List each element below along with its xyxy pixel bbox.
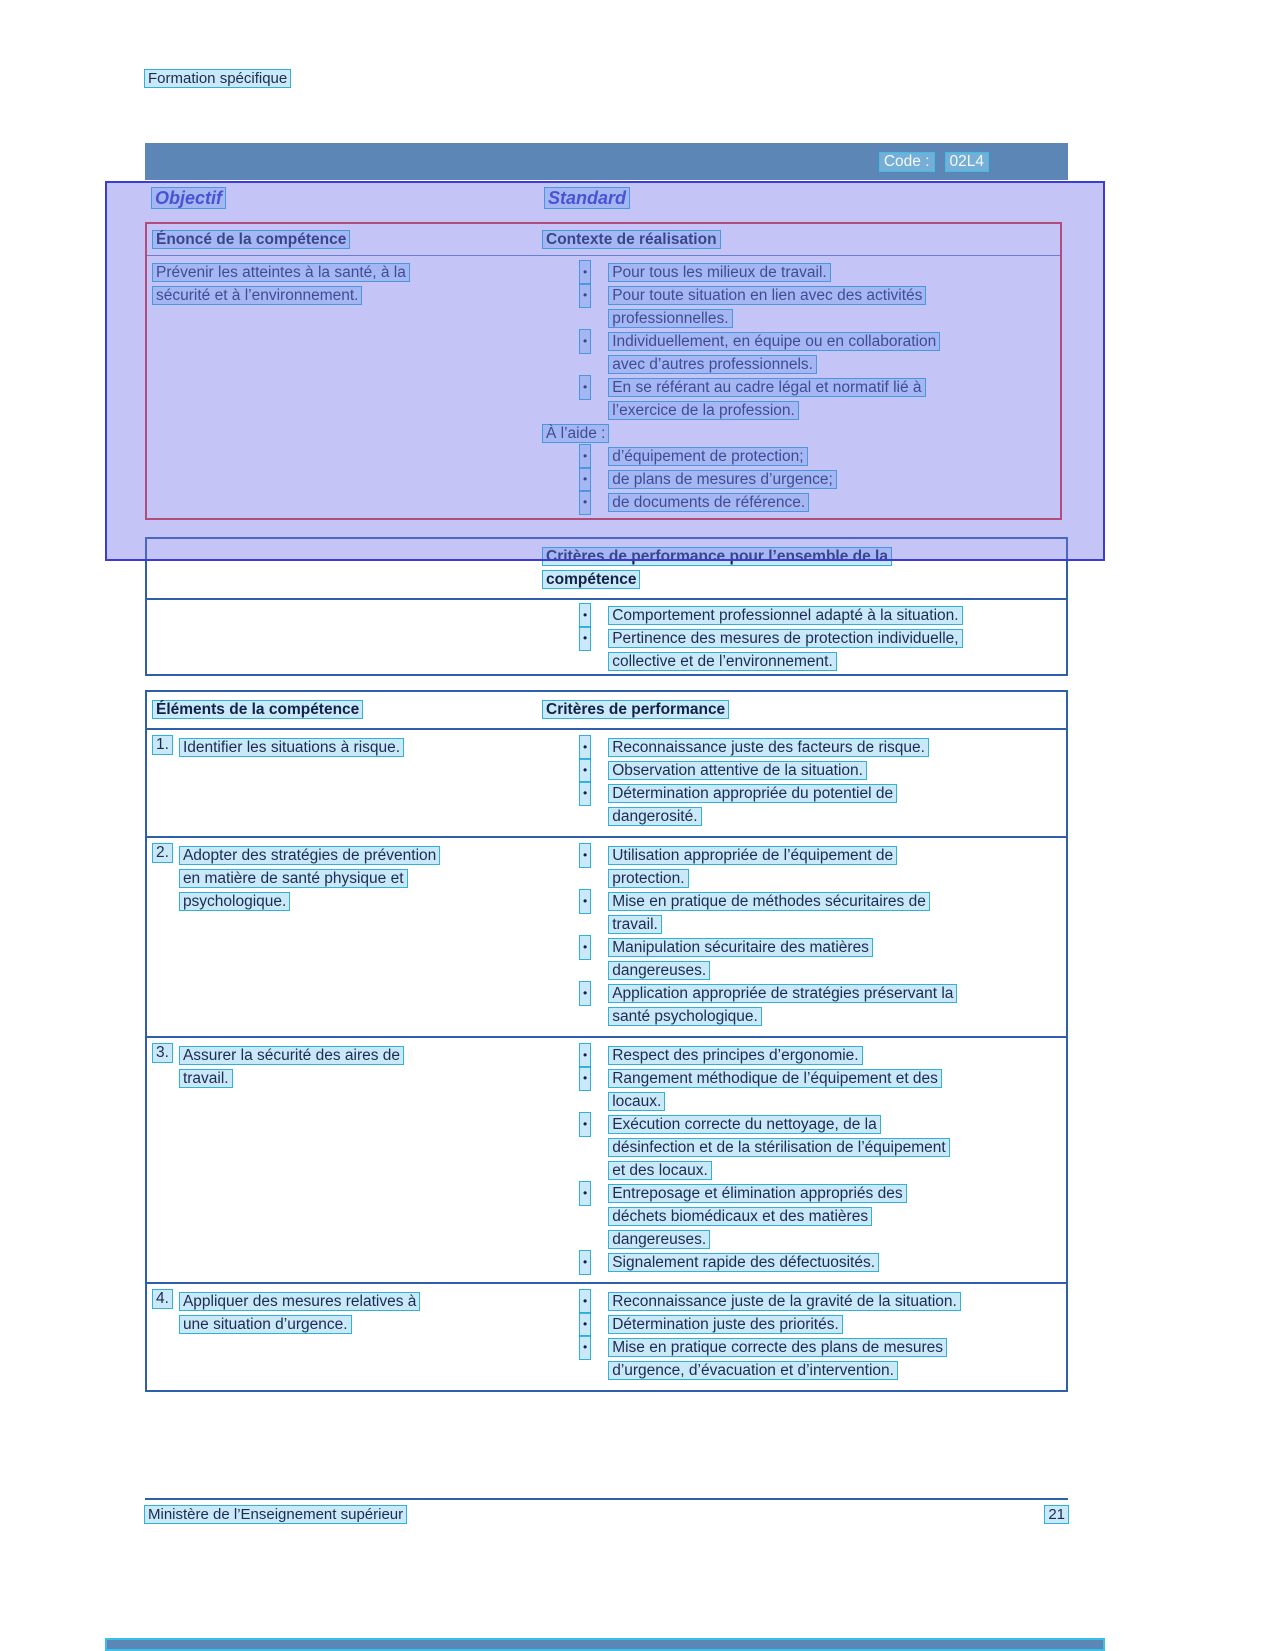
text-line: Identifier les situations à risque. [180,739,403,756]
bullet-icon: • [580,284,590,307]
bullet-item [543,1182,1066,1251]
text-line: Reconnaissance juste des facteurs de risque. [609,739,928,756]
text-line: À l’aide : [543,425,608,442]
bullet-icon: • [580,261,590,284]
bullet-item [543,1044,1066,1067]
page-number: 21 [1045,1506,1068,1523]
text-line: Observation attentive de la situation. [609,762,866,779]
text-line: dangerosité. [609,808,700,825]
bullet-icon: • [580,782,590,805]
text-line: Manipulation sécuritaire des matières [609,939,872,956]
element-cell [147,844,543,1028]
bullet-item [543,627,1066,673]
bullet-icon: • [580,1044,590,1067]
bullet-item [543,468,1060,491]
text-line: en matière de santé physique et [180,870,407,887]
bullet-icon: • [580,736,590,759]
text-line: Détermination appropriée du potentiel de [609,785,896,802]
bullet-icon: • [580,1290,590,1313]
text-line: Pertinence des mesures de protection individuelle, [609,630,961,647]
bullet-item [543,604,1066,627]
bullet-item [543,1251,1066,1274]
text-line: Reconnaissance juste de la gravité de la situation. [609,1293,960,1310]
text-line: Mise en pratique correcte des plans de mesures [609,1339,946,1356]
code-label: Code : [880,153,934,171]
text-line: une situation d’urgence. [180,1316,351,1333]
text-line: dangereuses. [609,1231,709,1248]
text-line: Utilisation appropriée de l’équipement de [609,847,896,864]
bullet-icon: • [580,627,590,650]
text-line: sécurité et à l’environnement. [153,287,361,304]
bullet-icon: • [580,1313,590,1336]
element-row-4 [147,1284,1066,1390]
text-line: Pour tous les milieux de travail. [609,264,830,281]
bullet-item [543,1113,1066,1182]
table-body-row [147,256,1060,514]
text-line: locaux. [609,1093,664,1110]
element-row-1 [147,730,1066,838]
contexte-bullet-list [543,261,1060,514]
criteres-ensemble-table [145,537,1068,676]
bullet-item [543,330,1060,376]
criteres-bullet-list [543,736,1066,828]
element-text [180,1044,403,1090]
text-line: l’exercice de la profession. [609,402,798,419]
bullet-icon: • [580,936,590,959]
criteres-bullet-list [543,1290,1066,1382]
bullet-item [543,890,1066,936]
bullet-item [543,1290,1066,1313]
page-footer [145,1498,1068,1523]
text-line: Entreposage et élimination appropriés des [609,1185,905,1202]
text-line: d’urgence, d’évacuation et d’intervention. [609,1362,897,1379]
label-item [543,422,1060,445]
text-line: Prévenir les atteintes à la santé, à la [153,264,409,281]
text-line: Appliquer des mesures relatives à [180,1293,419,1310]
row-number: 3. [153,1044,172,1062]
enonce-contexte-table [145,222,1062,520]
elements-header-cell [147,701,543,719]
text-line: Critères de performance pour l’ensemble de la [543,548,891,565]
bullet-icon: • [580,445,590,468]
standard-title: Standard [545,188,629,208]
element-text [180,1290,419,1336]
bullet-item [543,736,1066,759]
footer-text: Ministère de l’Enseignement supérieur [145,1506,406,1523]
bullet-icon: • [580,468,590,491]
element-cell [147,736,543,828]
next-page-bar [105,1638,1105,1651]
row-number: 4. [153,1290,172,1308]
contexte-header-cell [543,231,1060,249]
text-line: Signalement rapide des défectuosités. [609,1254,878,1271]
header-section-label [145,70,290,87]
bullet-item [543,284,1060,330]
text-line: psychologique. [180,893,289,910]
text-line: de documents de référence. [609,494,808,511]
row-number: 1. [153,736,172,754]
bullet-icon: • [580,982,590,1005]
criteres-ensemble-list [543,600,1066,673]
bullet-icon: • [580,844,590,867]
bullet-icon: • [580,1067,590,1090]
text-line: Comportement professionnel adapté à la situation. [609,607,961,624]
enonce-header-cell [147,231,543,249]
bullet-item [543,936,1066,982]
element-row-3 [147,1038,1066,1284]
element-cell [147,1044,543,1274]
text-line: Adopter des stratégies de prévention [180,847,439,864]
bullet-icon: • [580,604,590,627]
text-line: protection. [609,870,687,887]
criteres-bullet-list [543,1044,1066,1274]
text-line: Individuellement, en équipe ou en collaboration [609,333,939,350]
row-number: 2. [153,844,172,862]
bullet-item [543,1067,1066,1113]
text-line: santé psychologique. [609,1008,761,1025]
bullet-icon: • [580,491,590,514]
element-text [180,736,403,759]
text-line: travail. [180,1070,232,1087]
text-line: désinfection et de la stérilisation de l’équipement [609,1139,948,1156]
bullet-icon: • [580,376,590,399]
bullet-item [543,982,1066,1028]
section-titles-row [145,188,1068,209]
table-header-row [147,224,1060,249]
bullet-icon: • [580,1336,590,1359]
element-cell [147,1290,543,1382]
text-line: Exécution correcte du nettoyage, de la [609,1116,880,1133]
text-line: déchets biomédicaux et des matières [609,1208,871,1225]
text-line: Application appropriée de stratégies préservant la [609,985,956,1002]
bullet-item [543,376,1060,422]
elements-header-row [147,692,1066,730]
element-row-2 [147,838,1066,1038]
text-line: de plans de mesures d’urgence; [609,471,836,488]
text-line: et des locaux. [609,1162,711,1179]
text-line: avec d’autres professionnels. [609,356,816,373]
text-line: En se référant au cadre légal et normatif lié à [609,379,924,396]
text-line: Assurer la sécurité des aires de [180,1047,403,1064]
text-line: Pour toute situation en lien avec des activités [609,287,925,304]
text-line: travail. [609,916,661,933]
elements-header: Éléments de la compétence [153,701,362,718]
bullet-icon: • [580,1182,590,1205]
contexte-header: Contexte de réalisation [543,231,720,248]
bullet-item [543,844,1066,890]
objectif-title: Objectif [152,188,225,208]
text-line: Mise en pratique de méthodes sécuritaires de [609,893,929,910]
text-line: collective et de l’environnement. [609,653,836,670]
text-line: compétence [543,571,639,588]
bullet-item [543,261,1060,284]
title-bar [145,143,1068,180]
bullet-item [543,759,1066,782]
bullet-icon: • [580,890,590,913]
standard-column-title [545,188,1068,209]
objectif-column-title [145,188,545,209]
text-line: Rangement méthodique de l’équipement et des [609,1070,941,1087]
bullet-item [543,491,1060,514]
bullet-item [543,445,1060,468]
text-line: Détermination juste des priorités. [609,1316,842,1333]
text-line: dangereuses. [609,962,709,979]
criteres-ensemble-header [543,539,1066,591]
text-line: d’équipement de protection; [609,448,806,465]
bullet-item [543,1313,1066,1336]
header-section-label-text: Formation spécifique [145,70,290,87]
bullet-item [543,1336,1066,1382]
code-value: 02L4 [946,153,988,171]
bullet-icon: • [580,330,590,353]
enonce-header: Énoncé de la compétence [153,231,349,248]
bullet-icon: • [580,1113,590,1136]
text-line: Respect des principes d’ergonomie. [609,1047,861,1064]
bullet-icon: • [580,759,590,782]
criteres-header-cell [543,701,1066,719]
element-text [180,844,439,913]
bullet-icon: • [580,1251,590,1274]
elements-table [145,690,1068,1392]
criteres-bullet-list [543,844,1066,1028]
text-line: professionnelles. [609,310,731,327]
criteres-header: Critères de performance [543,701,728,718]
bullet-item [543,782,1066,828]
enonce-text [147,261,543,514]
